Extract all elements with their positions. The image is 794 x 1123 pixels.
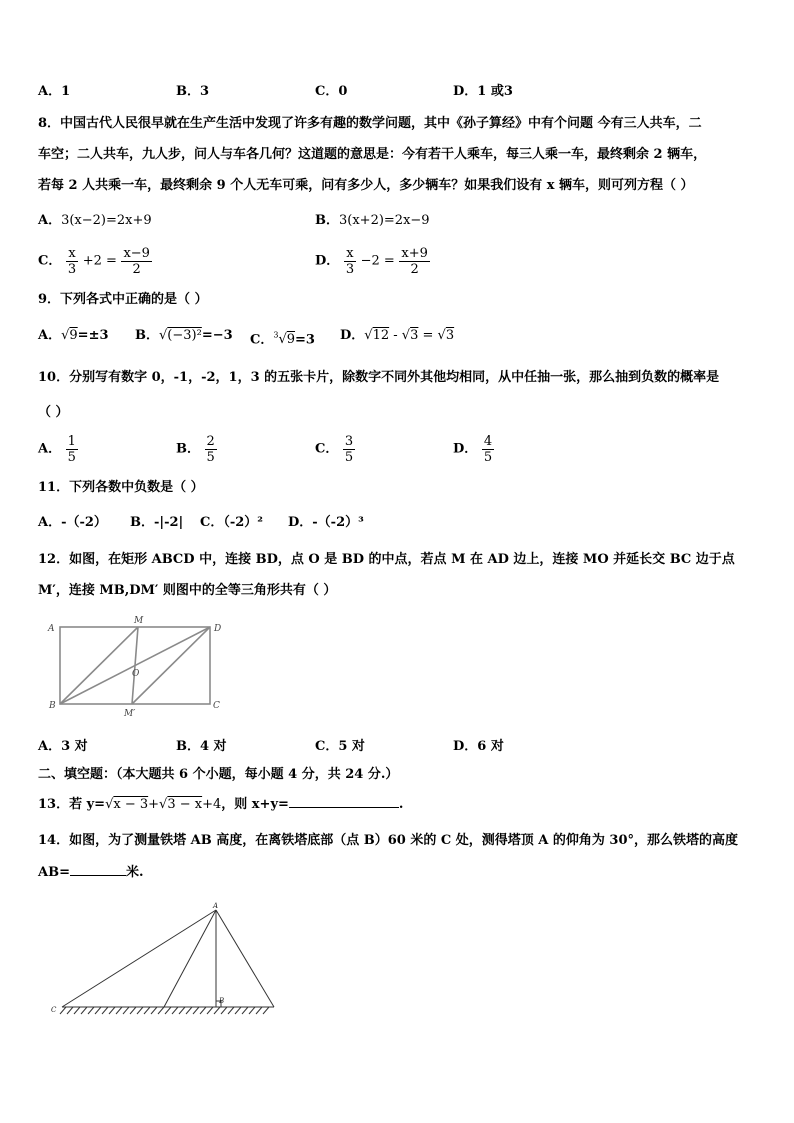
q10-option-b: B． $\frac{2}{5}$ xyxy=(176,434,215,465)
rectangle-figure xyxy=(44,612,234,720)
q11-option-c: C．（-2）² xyxy=(200,515,263,530)
tower-figure xyxy=(44,900,280,1026)
fraction: $\frac{2}{5}$ xyxy=(206,434,215,465)
q9-option-c: C．$^3$√9=3 xyxy=(250,331,315,348)
q10-option-c: C． $\frac{3}{5}$ xyxy=(315,434,354,465)
label-d: D xyxy=(214,624,222,634)
q7-option-a: A．1 xyxy=(38,84,71,99)
hatch-stroke xyxy=(102,1007,108,1014)
q13-stem: 13．若 y=√x − 3+√3 − x+4，则 x+y= . xyxy=(38,797,404,812)
hatch-stroke xyxy=(221,1007,227,1014)
answer-blank[interactable] xyxy=(289,807,399,808)
q11-option-d: D．-（-2）³ xyxy=(288,515,364,530)
section-heading: 二、填空题：（本大题共 6 个小题，每小题 4 分，共 24 分.） xyxy=(38,767,399,782)
fraction: $\frac{3}{5}$ xyxy=(344,434,354,465)
q11-option-b: B．-|-2| xyxy=(130,515,184,530)
q8-option-b: B．3(x+2)=2x−9 xyxy=(315,213,430,228)
fraction: $\frac{4}{5}$ xyxy=(483,434,493,465)
fraction: $\frac{x}{3}$ xyxy=(67,246,77,277)
hatch-stroke xyxy=(214,1007,220,1014)
q10-option-d: D． $\frac{4}{5}$ xyxy=(453,434,493,465)
hatch-stroke xyxy=(74,1007,80,1014)
q12-option-c: C．5 对 xyxy=(315,739,365,754)
hatch-stroke xyxy=(242,1007,248,1014)
q7-option-b: B．3 xyxy=(176,84,210,99)
label-m-prime: M′ xyxy=(124,709,136,719)
label-a: A xyxy=(48,624,55,634)
segment-mb xyxy=(60,627,138,704)
hatch-stroke xyxy=(123,1007,129,1014)
label-c: C xyxy=(213,701,220,711)
q12-stem-line1: 12．如图，在矩形 ABCD 中，连接 BD，点 O 是 BD 的中点，若点 M 在 AD 边上，连接 MO 并延长交 BC 边于点 xyxy=(38,552,735,567)
segment-dm2 xyxy=(132,627,210,704)
q11-stem: 11．下列各数中负数是（ ） xyxy=(38,480,204,495)
q10-stem-line2: （ ） xyxy=(38,405,69,420)
hatch-stroke xyxy=(186,1007,192,1014)
hatch-stroke xyxy=(144,1007,150,1014)
hatch-stroke xyxy=(67,1007,73,1014)
q14-stem-line2: AB= 米. xyxy=(38,865,144,880)
q8-option-a: A．3(x−2)=2x+9 xyxy=(38,213,152,228)
q10-stem-line1: 10．分别写有数字 0，-1，-2，1，3 的五张卡片，除数字不同外其他均相同，从中任抽一张，那么抽到负数的概率是 xyxy=(38,370,720,385)
hatch-stroke xyxy=(207,1007,213,1014)
q12-stem-line2: M′，连接 MB,DM′ 则图中的全等三角形共有（ ） xyxy=(38,583,337,598)
q12-option-b: B．4 对 xyxy=(176,739,227,754)
q14-stem-line1: 14．如图，为了测量铁塔 AB 高度，在离铁塔底部（点 B）60 米的 C 处，测得塔顶 A 的仰角为 30°，那么铁塔的高度 xyxy=(38,833,739,848)
q9-stem: 9．下列各式中正确的是（ ） xyxy=(38,292,208,307)
hatch-stroke xyxy=(249,1007,255,1014)
q9-option-d: D．√12 - √3 = √3 xyxy=(340,328,455,343)
answer-blank[interactable] xyxy=(70,875,126,876)
fraction: $\frac{x-9}{2}$ xyxy=(123,246,150,277)
fraction: $\frac{1}{5}$ xyxy=(67,434,76,465)
q8-option-d: D． $\frac{x}{3}$ −2 = $\frac{x+9}{2}$ xyxy=(315,246,428,277)
hatch-stroke xyxy=(109,1007,115,1014)
q9-option-b: B．√(−3)²=−3 xyxy=(135,328,233,343)
hatch-stroke xyxy=(256,1007,262,1014)
hatch-stroke xyxy=(235,1007,241,1014)
q8-stem-line1: 8．中国古代人民很早就在生产生活中发现了许多有趣的数学问题，其中《孙子算经》中有个问题 今有三人共车，二 xyxy=(38,116,702,131)
label-m: M xyxy=(134,616,144,626)
segment-ca xyxy=(62,910,216,1007)
fraction: $\frac{x}{3}$ xyxy=(345,246,355,277)
hatch-stroke xyxy=(193,1007,199,1014)
fraction: $\frac{x+9}{2}$ xyxy=(401,246,428,277)
segment-ae xyxy=(216,910,274,1007)
label-o: O xyxy=(132,669,140,679)
hatch-stroke xyxy=(172,1007,178,1014)
ground-hatching xyxy=(60,1007,269,1014)
label-c: C xyxy=(51,1006,57,1014)
hatch-stroke xyxy=(158,1007,164,1014)
hatch-stroke xyxy=(151,1007,157,1014)
hatch-stroke xyxy=(60,1007,66,1014)
label-b: B xyxy=(219,997,225,1005)
q8-option-c: C． $\frac{x}{3}$ +2 = $\frac{x-9}{2}$ xyxy=(38,246,150,277)
q12-option-d: D．6 对 xyxy=(453,739,504,754)
hatch-stroke xyxy=(130,1007,136,1014)
hatch-stroke xyxy=(95,1007,101,1014)
q10-option-a: A． $\frac{1}{5}$ xyxy=(38,434,76,465)
hatch-stroke xyxy=(88,1007,94,1014)
hatch-stroke xyxy=(263,1007,269,1014)
q8-stem-line3: 若每 2 人共乘一车，最终剩余 9 个人无车可乘，问有多少人，多少辆车？如果我们设有 x 辆车，则可列方程（ ） xyxy=(38,178,694,193)
hatch-stroke xyxy=(165,1007,171,1014)
segment-bd xyxy=(60,627,210,704)
hatch-stroke xyxy=(179,1007,185,1014)
segment-da xyxy=(164,910,216,1007)
hatch-stroke xyxy=(137,1007,143,1014)
label-b: B xyxy=(49,701,56,711)
q11-option-a: A．-（-2） xyxy=(38,515,107,530)
q8-stem-line2: 车空；二人共车，九人步，问人与车各几何？这道题的意思是：今有若干人乘车，每三人乘一车，最终剩余 2 辆车， xyxy=(38,147,707,162)
hatch-stroke xyxy=(81,1007,87,1014)
q9-option-a: A．√9=±3 xyxy=(38,328,109,343)
q12-option-a: A．3 对 xyxy=(38,739,88,754)
hatch-stroke xyxy=(228,1007,234,1014)
label-a: A xyxy=(213,902,219,910)
hatch-stroke xyxy=(200,1007,206,1014)
q7-option-c: C．0 xyxy=(315,84,348,99)
q7-option-d: D．1 或3 xyxy=(453,84,513,99)
hatch-stroke xyxy=(116,1007,122,1014)
